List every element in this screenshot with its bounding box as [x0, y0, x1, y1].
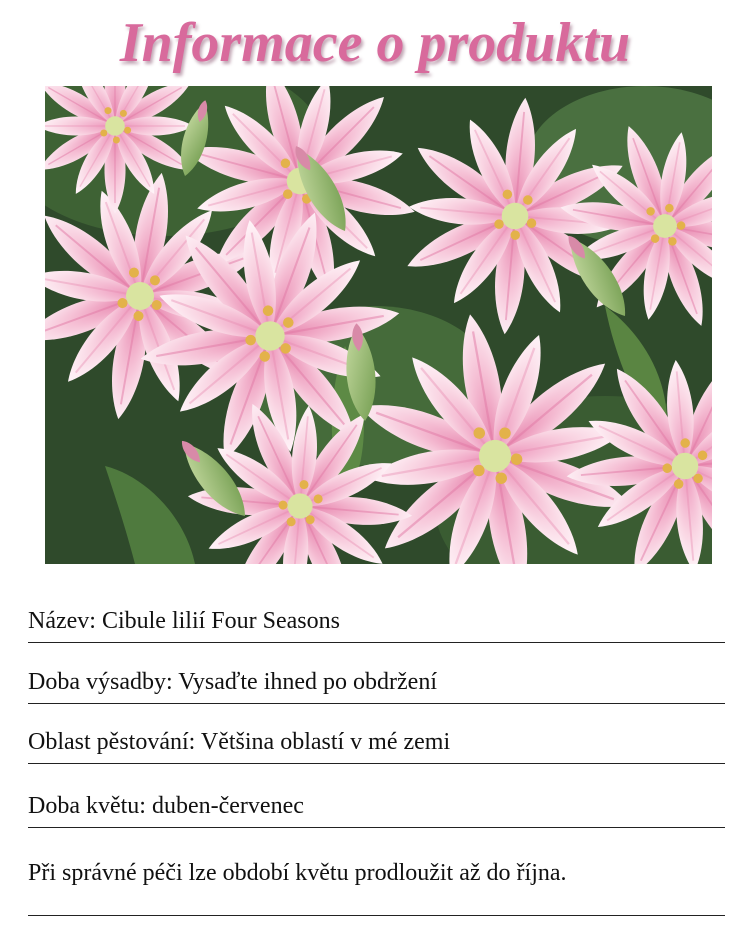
- planting-time-row: [28, 667, 725, 704]
- growing-area-text: Oblast pěstování: Většina oblastí v mé zemi: [28, 729, 451, 755]
- planting-time-text: Doba výsadby: Vysaďte ihned po obdržení: [28, 669, 437, 695]
- flowering-time-row: [28, 791, 725, 828]
- product-name-row: [28, 606, 725, 643]
- growing-area-row: [28, 727, 725, 764]
- product-name-text: Název: Cibule lilií Four Seasons: [28, 608, 340, 634]
- page-title: Informace o produktu: [119, 12, 631, 74]
- pink-lily-photo: [45, 86, 712, 564]
- care-note: Při správné péči lze období květu prodloužit až do října.: [28, 860, 567, 886]
- bottom-divider: [28, 915, 725, 916]
- flowering-time-text: Doba květu: duben-červenec: [28, 793, 304, 819]
